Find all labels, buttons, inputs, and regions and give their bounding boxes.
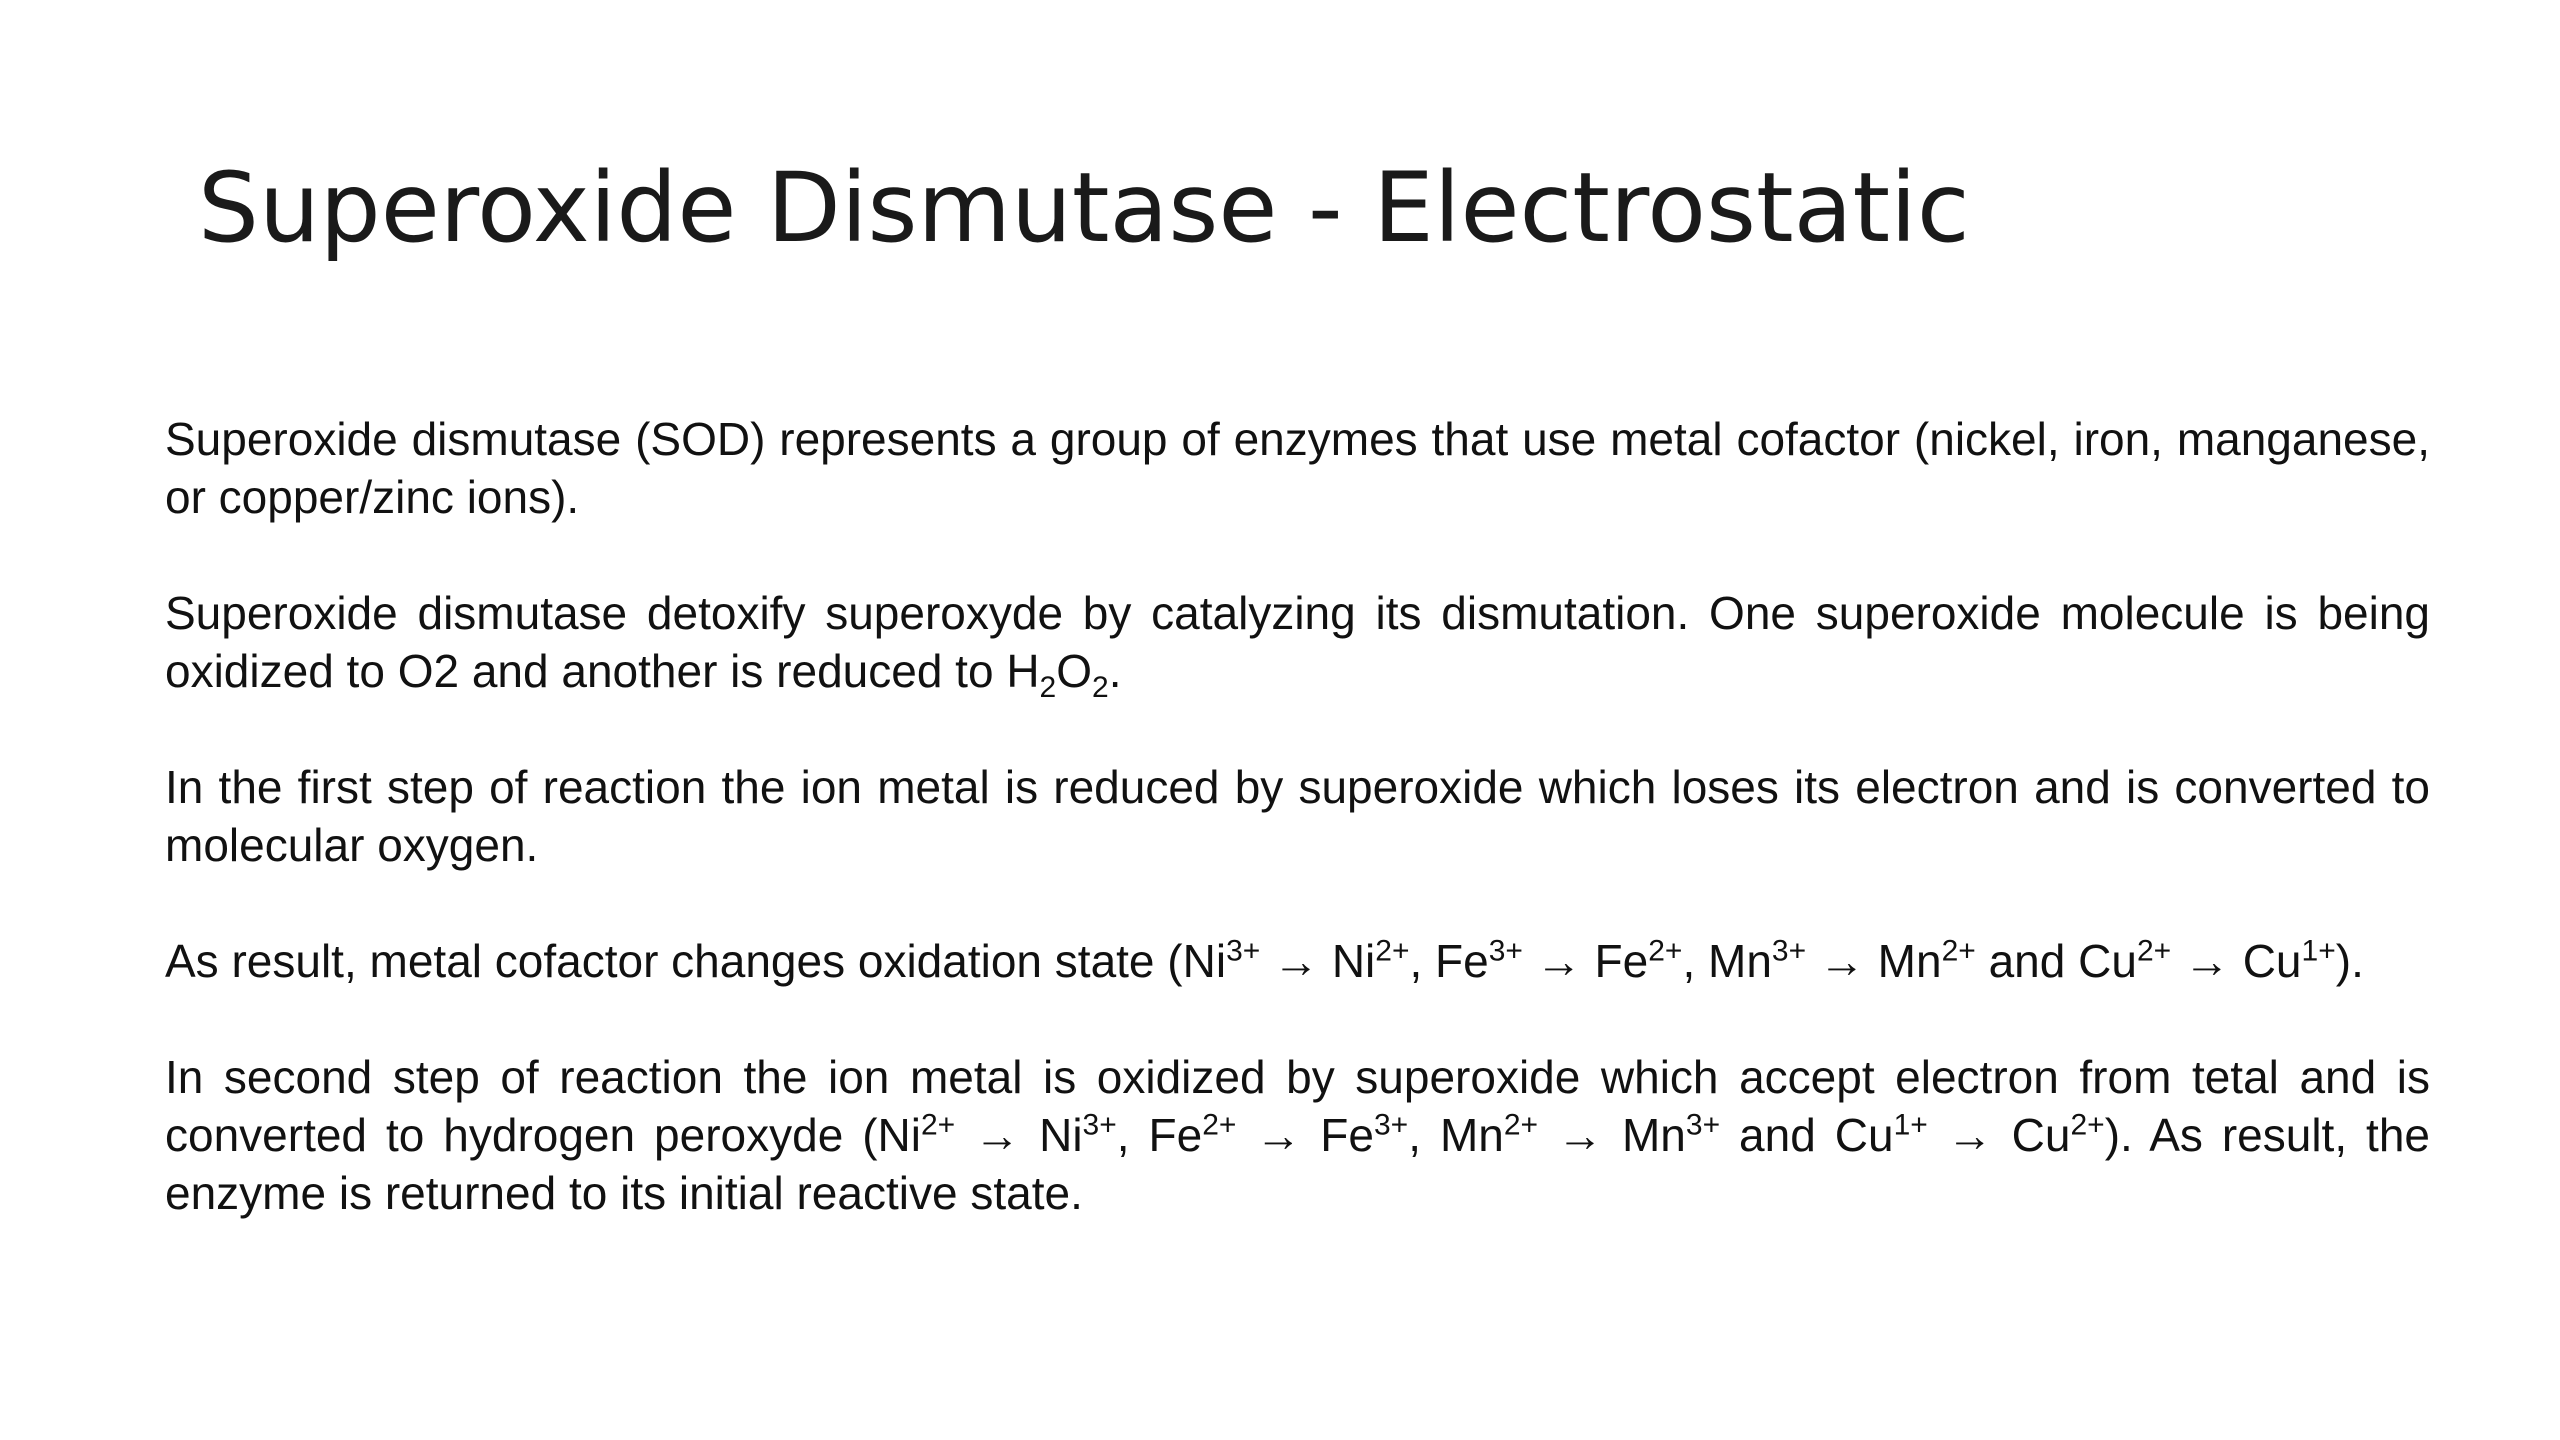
- superscript-charge: 3+: [1771, 934, 1807, 968]
- superscript-charge: 3+: [1685, 1108, 1721, 1142]
- text-segment: , Mn: [1682, 935, 1772, 987]
- period: .: [1108, 645, 1122, 697]
- text-segment: and Cu: [1975, 935, 2137, 987]
- text-segment: → Mn: [1538, 1109, 1686, 1161]
- superscript-charge: 2+: [1503, 1108, 1539, 1142]
- text-segment: → Ni: [955, 1109, 1083, 1161]
- superscript-charge: 2+: [1202, 1108, 1237, 1142]
- superscript-charge: 3+: [1082, 1108, 1117, 1142]
- dismutation-text: Superoxide dismutase detoxify superoxyde by catalyzing its dismutation. One superoxide molecule is being oxidized to O2 and another is reduced to H: [165, 587, 2430, 697]
- text-segment: → Ni: [1260, 935, 1376, 987]
- subscript-o: 2: [1092, 671, 1109, 705]
- text-segment: → Fe: [1522, 935, 1649, 987]
- text-segment: , Fe: [1409, 935, 1489, 987]
- subscript-h: 2: [1039, 671, 1057, 705]
- slide-title: Superoxide Dismutase - Electrostatic: [198, 152, 1970, 264]
- superscript-charge: 2+: [920, 1108, 956, 1142]
- text-segment: ).: [2335, 935, 2364, 987]
- superscript-charge: 3+: [1488, 934, 1523, 968]
- paragraph-sod-definition: Superoxide dismutase (SOD) represents a group of enzymes that use metal cofactor (nickel, iron, manganese, or copper/zinc ions).: [165, 413, 2430, 523]
- text-segment: → Mn: [1806, 935, 1942, 987]
- paragraph-first-step: In the first step of reaction the ion metal is reduced by superoxide which loses its electron and is converted to molecular oxygen.: [165, 761, 2430, 871]
- superscript-charge: 2+: [1375, 934, 1410, 968]
- superscript-charge: 1+: [1893, 1108, 1928, 1142]
- text-segment: and Cu: [1720, 1109, 1894, 1161]
- superscript-charge: 2+: [2136, 934, 2172, 968]
- text-segment: , Mn: [1408, 1109, 1504, 1161]
- text-segment: , Fe: [1116, 1109, 1203, 1161]
- superscript-charge: 3+: [1374, 1108, 1409, 1142]
- superscript-charge: 3+: [1226, 934, 1261, 968]
- paragraph-oxidation-states: [165, 932, 2430, 990]
- text-segment: → Fe: [1236, 1109, 1374, 1161]
- slide-body: [165, 410, 2430, 1280]
- text-segment: → Cu: [2171, 935, 2302, 987]
- text-segment: → Cu: [1927, 1109, 2071, 1161]
- superscript-charge: 2+: [2070, 1108, 2105, 1142]
- superscript-charge: 2+: [1648, 934, 1683, 968]
- superscript-charge: 1+: [2301, 934, 2336, 968]
- text-segment: As result, metal cofactor changes oxidation state (Ni: [165, 935, 1227, 987]
- paragraph-dismutation: [165, 584, 2430, 705]
- text-segment: In second step of reaction the ion metal is oxidized by superoxide which accept electron from tetal and is converted to hydrogen peroxyde (Ni: [165, 1051, 2430, 1161]
- paragraph-second-step: [165, 1048, 2430, 1222]
- superscript-charge: 2+: [1941, 934, 1976, 968]
- oxygen-symbol: O: [1056, 645, 1093, 697]
- text-segment: ). As result, the enzyme is returned to its initial reactive state.: [165, 1109, 2431, 1219]
